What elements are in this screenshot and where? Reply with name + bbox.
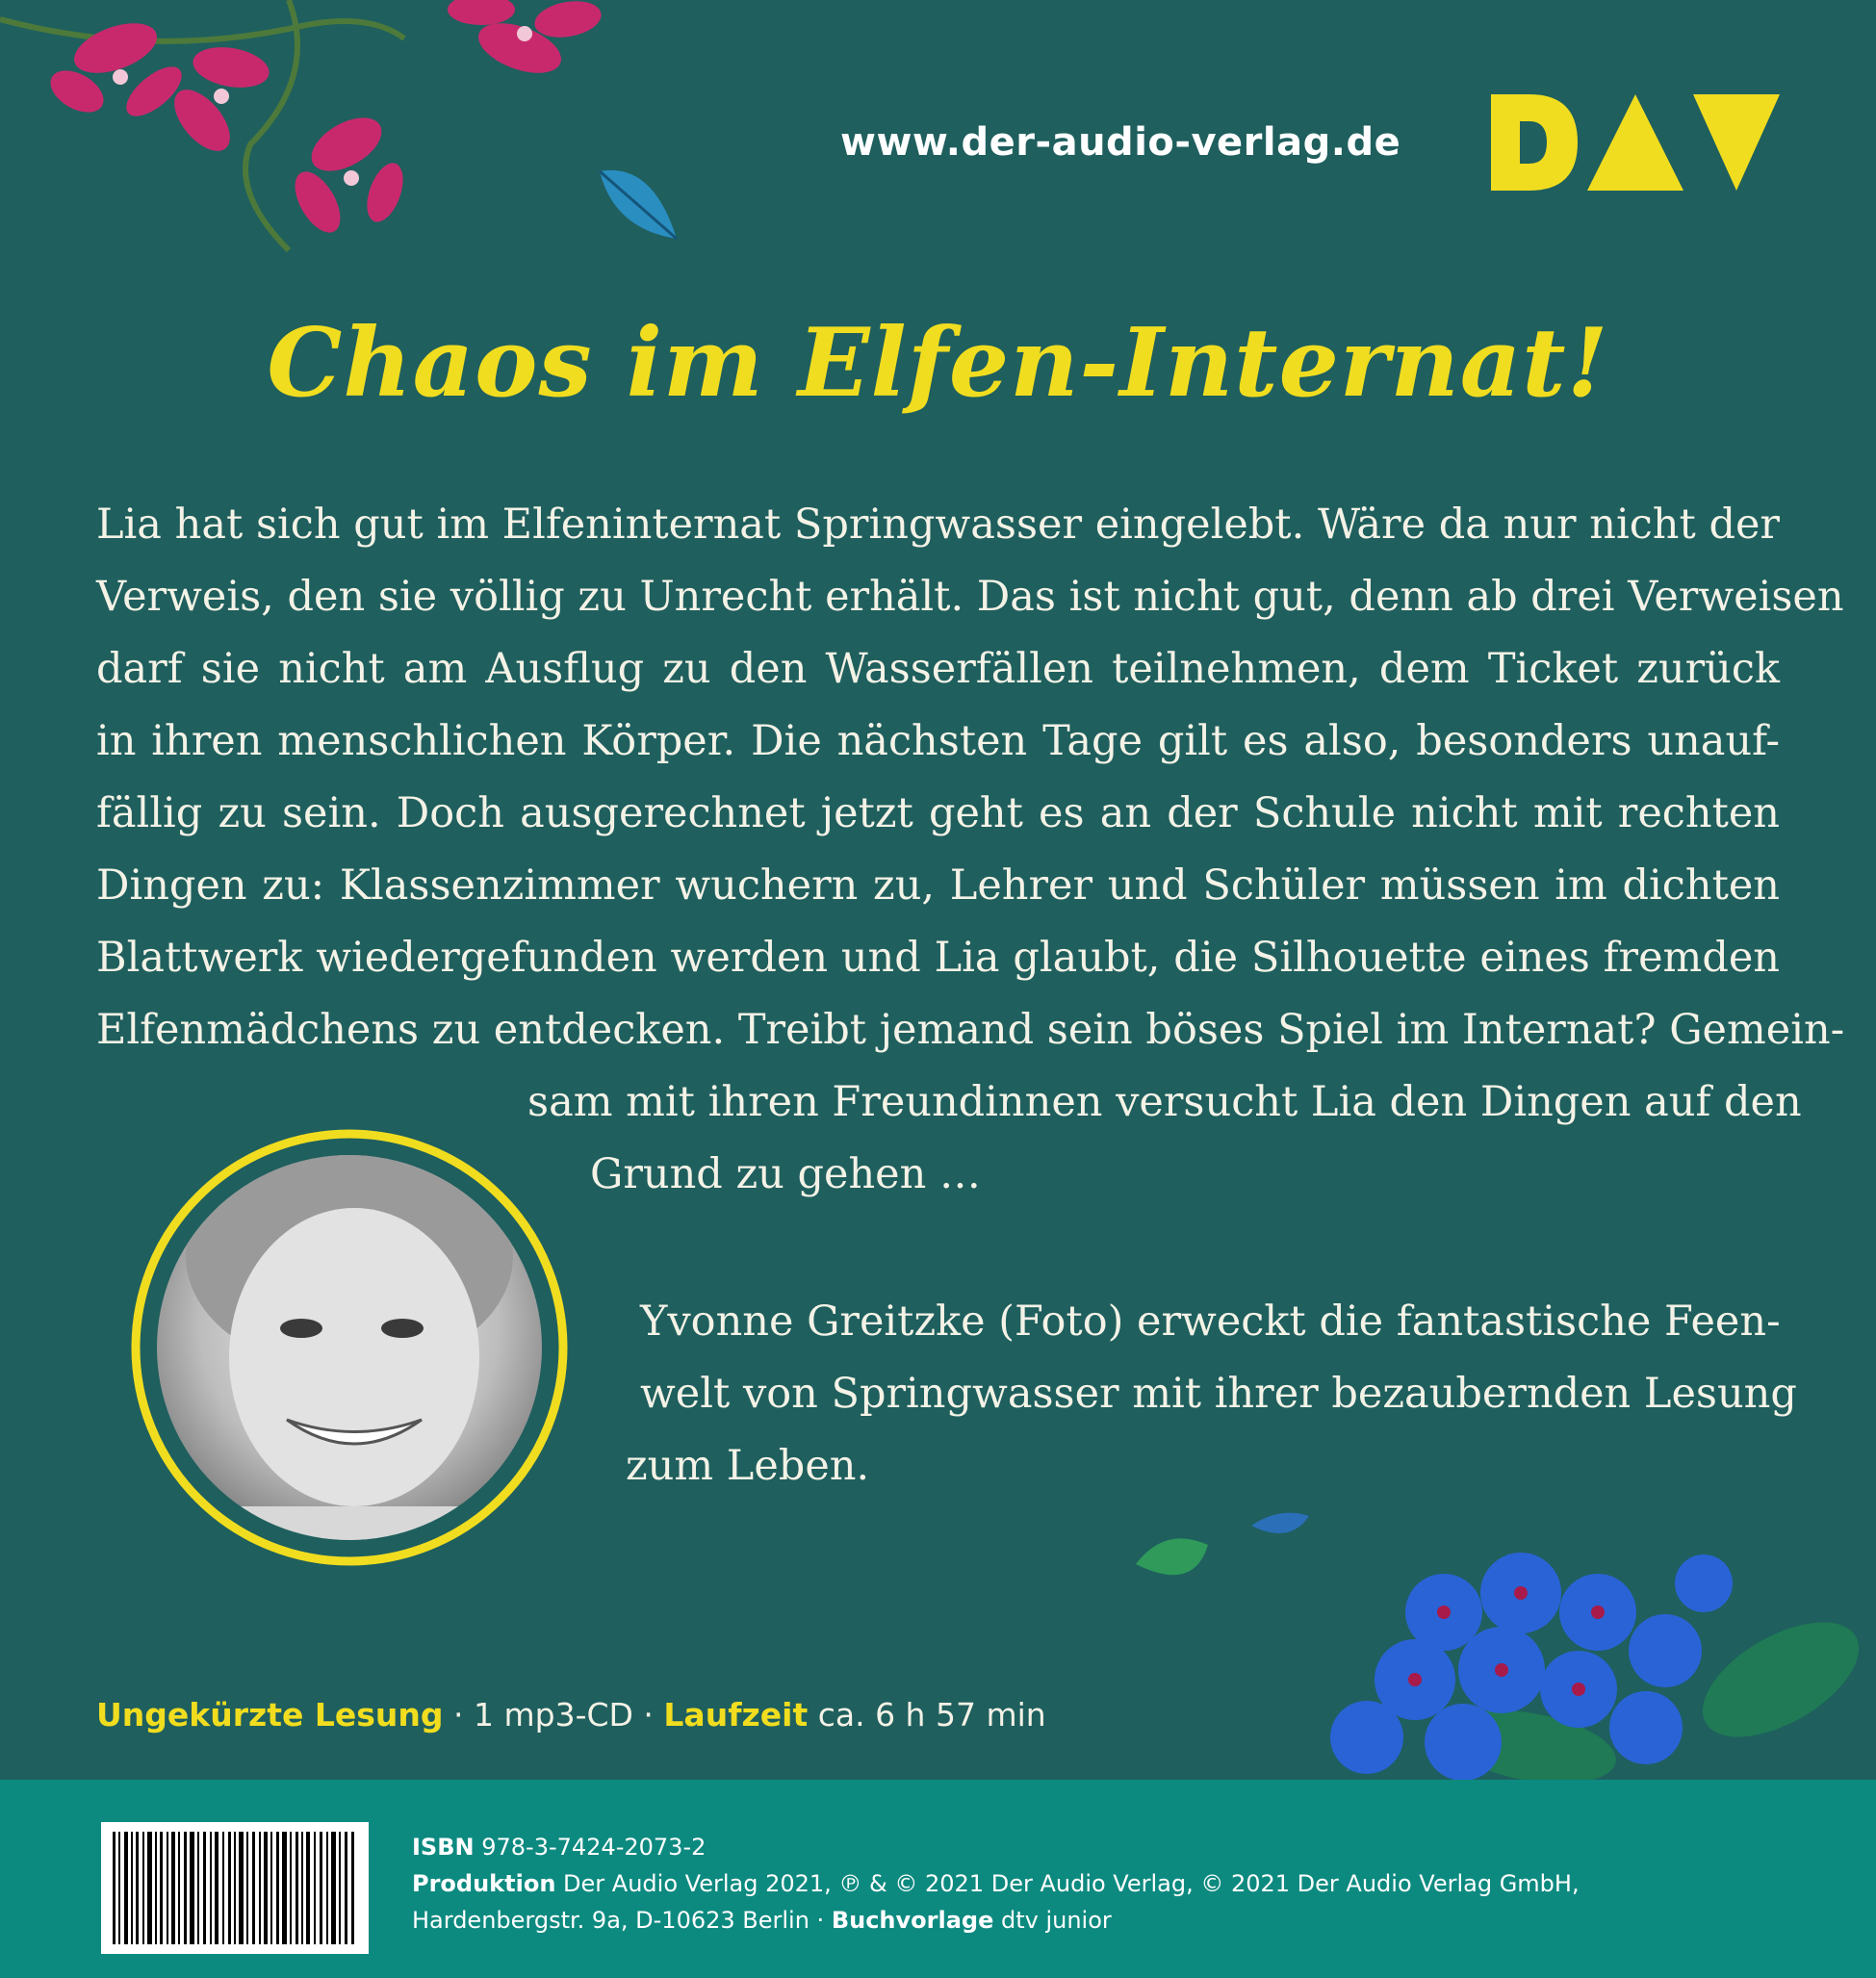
product-info	[96, 1696, 1046, 1734]
source-text: dtv junior	[993, 1907, 1112, 1934]
isbn-label: ISBN	[412, 1834, 475, 1861]
description-line: Dingen zu: Klassenzimmer wuchern zu, Lehrer und Schüler müssen im dichten	[96, 861, 1780, 910]
description-line: sam mit ihren Freundinnen versucht Lia den Dingen auf den	[527, 1078, 1802, 1126]
production-label: Produktion	[412, 1870, 556, 1897]
address-line	[412, 1902, 1580, 1939]
production-text: Der Audio Verlag 2021, ℗ & © 2021 Der Audio Verlag, © 2021 Der Audio Verlag GmbH,	[555, 1870, 1580, 1897]
runtime-value: ca. 6 h 57 min	[808, 1696, 1046, 1734]
address-text: Hardenbergstr. 9a, D-10623 Berlin ·	[412, 1907, 832, 1934]
description-line: fällig zu sein. Doch ausgerechnet jetzt geht es an der Schule nicht mit rechten	[96, 789, 1780, 837]
format-text: · 1 mp3-CD ·	[443, 1696, 664, 1734]
production-line	[412, 1865, 1580, 1902]
narrator-line: zum Leben.	[626, 1442, 870, 1490]
dav-logo	[1491, 94, 1780, 191]
flower-illustration	[1126, 1506, 1876, 1780]
description-line: in ihren menschlichen Körper. Die nächsten Tage gilt es also, besonders unauf-	[96, 717, 1780, 765]
publisher-url[interactable]: www.der-audio-verlag.de	[840, 120, 1401, 165]
runtime-label: Laufzeit	[663, 1696, 809, 1734]
description-line: Lia hat sich gut im Elfeninternat Springwasser eingelebt. Wäre da nur nicht der	[96, 501, 1780, 549]
description-line: Grund zu gehen …	[590, 1150, 981, 1198]
description-line: Verweis, den sie völlig zu Unrecht erhält. Das ist nicht gut, denn ab drei Verweisen	[96, 573, 1844, 621]
narrator-line: welt von Springwasser mit ihrer bezaubernden Lesung	[640, 1370, 1797, 1418]
narrator-line: Yvonne Greitzke (Foto) erweckt die fantastische Feen-	[640, 1297, 1781, 1346]
barcode	[101, 1822, 369, 1954]
legal-info	[412, 1829, 1580, 1939]
description-line: Elfenmädchens zu entdecken. Treibt jemand sein böses Spiel im Internat? Gemein-	[96, 1006, 1845, 1054]
unabridged-label: Ungekürzte Lesung	[96, 1696, 444, 1734]
isbn-line	[412, 1829, 1580, 1865]
isbn-value: 978-3-7424-2073-2	[474, 1834, 707, 1861]
description-line: darf sie nicht am Ausflug zu den Wasserfällen teilnehmen, dem Ticket zurück	[96, 645, 1780, 693]
source-label: Buchvorlage	[831, 1907, 994, 1934]
orchid-illustration	[0, 0, 693, 308]
leaf-illustration	[595, 162, 681, 248]
headline: Chaos im Elfen-Internat!	[267, 308, 1609, 419]
description-line: Blattwerk wiedergefunden werden und Lia glaubt, die Silhouette eines fremden	[96, 934, 1780, 982]
barcode-icon	[101, 1822, 369, 1954]
narrator-portrait	[123, 1121, 576, 1574]
